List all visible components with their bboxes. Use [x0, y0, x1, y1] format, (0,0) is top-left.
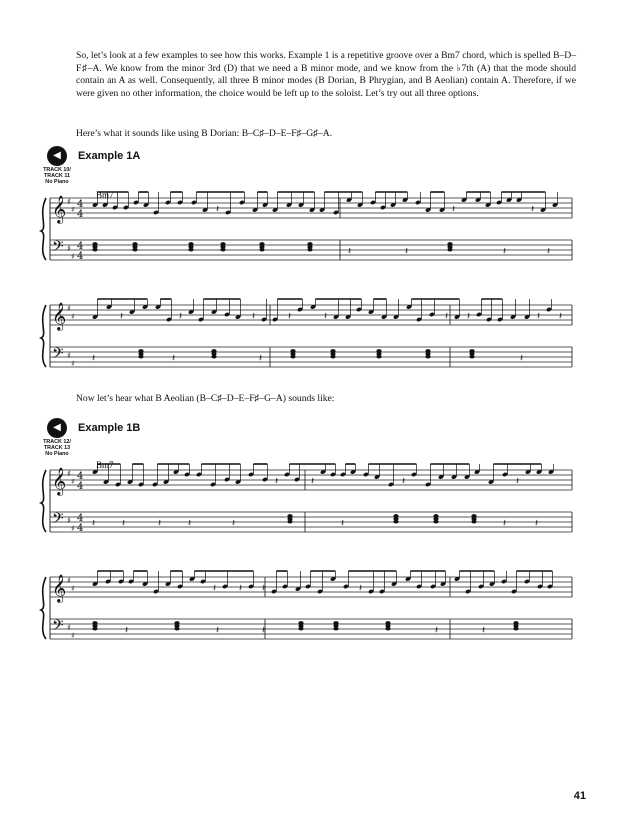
brace [41, 577, 46, 639]
bass-clef: 𝄢 [52, 345, 64, 366]
page-number: 41 [573, 790, 586, 802]
bass-note [393, 520, 398, 524]
rest: 𝄽 [216, 204, 220, 215]
time-signature: 4 [77, 523, 84, 534]
rest: 𝄽 [445, 311, 449, 322]
key-sharp: ♯ [71, 584, 75, 593]
key-sharp: ♯ [67, 351, 71, 360]
bass-note [92, 627, 97, 631]
bass-note [307, 248, 312, 252]
bass-note [433, 520, 438, 524]
bass-note [132, 248, 137, 252]
rest: 𝄽 [232, 518, 236, 529]
rest: 𝄽 [262, 625, 266, 636]
key-sharp: ♯ [67, 304, 71, 313]
dorian-paragraph: Here’s what it sounds like using B Dorian: B–C♯–D–E–F♯–G♯–A. [76, 128, 333, 139]
bass-note [513, 627, 518, 631]
rest: 𝄽 [359, 583, 363, 594]
bass-note [298, 627, 303, 631]
bass-note [376, 355, 381, 359]
rest: 𝄽 [348, 246, 352, 257]
time-signature: 4 [77, 251, 84, 262]
rest: 𝄽 [482, 625, 486, 636]
intro-paragraph: So, let’s look at a few examples to see how this works. Example 1 is a repetitive groove over a Bm7 chord, which is spelled B–D–F♯–A. We know from the minor 3rd (D) that we need a B minor mode, and we know from the ♭7th (A) that the mode should contain an A as well. Consequently, all three B minor modes (B Dorian, B Phrygian, and B Aeolian) contain A. Therefore, if we were given no other information, the choice would be left up to the soloist. Let’s try out all three options. [76, 50, 576, 99]
rest: 𝄽 [158, 518, 162, 529]
rest: 𝄽 [92, 353, 96, 364]
bass-clef: 𝄢 [52, 238, 64, 259]
bass-note [447, 248, 452, 252]
rest: 𝄽 [275, 476, 279, 487]
time-signature: 4 [77, 199, 84, 210]
time-signature: 4 [77, 209, 84, 220]
key-sharp: ♯ [67, 516, 71, 525]
speaker-icon[interactable]: ◀ [47, 146, 67, 166]
treble-clef: 𝄞 [52, 302, 67, 330]
bass-note [211, 355, 216, 359]
key-sharp: ♯ [71, 205, 75, 214]
rest: 𝄽 [216, 625, 220, 636]
key-sharp: ♯ [67, 623, 71, 632]
rest: 𝄽 [559, 311, 563, 322]
rest: 𝄽 [503, 518, 507, 529]
example-title: Example 1A [78, 150, 141, 162]
rest: 𝄽 [92, 518, 96, 529]
rest: 𝄽 [122, 518, 126, 529]
bass-note [174, 627, 179, 631]
brace [41, 305, 46, 367]
key-sharp: ♯ [71, 631, 75, 640]
treble-clef: 𝄞 [52, 195, 67, 223]
rest: 𝄽 [239, 583, 243, 594]
chord-symbol: Bm7 [96, 190, 114, 200]
aeolian-paragraph: Now let’s hear what B Aeolian (B–C♯–D–E–F♯–G–A) sounds like: [76, 393, 335, 404]
track-label: TRACK 12/ TRACK 13 No Piano [43, 439, 71, 458]
brace [41, 470, 46, 532]
example-title: Example 1B [78, 422, 141, 434]
rest: 𝄽 [531, 204, 535, 215]
rest: 𝄽 [535, 518, 539, 529]
key-sharp: ♯ [67, 244, 71, 253]
speaker-icon[interactable]: ◀ [47, 418, 67, 438]
key-sharp: ♯ [71, 477, 75, 486]
key-sharp: ♯ [71, 524, 75, 533]
time-signature: 4 [77, 481, 84, 492]
rest: 𝄽 [188, 518, 192, 529]
bass-clef: 𝄢 [52, 510, 64, 531]
bass-note [138, 355, 143, 359]
bass-note [333, 627, 338, 631]
rest: 𝄽 [259, 353, 263, 364]
rest: 𝄽 [435, 625, 439, 636]
bass-note [330, 355, 335, 359]
rest: 𝄽 [125, 625, 129, 636]
key-sharp: ♯ [71, 312, 75, 321]
time-signature: 4 [77, 513, 84, 524]
key-sharp: ♯ [71, 252, 75, 261]
key-sharp: ♯ [67, 469, 71, 478]
rest: 𝄽 [547, 246, 551, 257]
bass-note [385, 627, 390, 631]
treble-clef: 𝄞 [52, 574, 67, 602]
rest: 𝄽 [324, 311, 328, 322]
rest: 𝄽 [311, 476, 315, 487]
bass-note [92, 248, 97, 252]
rest: 𝄽 [179, 311, 183, 322]
rest: 𝄽 [172, 353, 176, 364]
key-sharp: ♯ [71, 359, 75, 368]
rest: 𝄽 [288, 311, 292, 322]
rest: 𝄽 [520, 353, 524, 364]
rest: 𝄽 [452, 204, 456, 215]
time-signature: 4 [77, 241, 84, 252]
rest: 𝄽 [467, 311, 471, 322]
time-signature: 4 [77, 471, 84, 482]
rest: 𝄽 [213, 583, 217, 594]
bass-note [259, 248, 264, 252]
bass-note [290, 355, 295, 359]
rest: 𝄽 [341, 518, 345, 529]
bass-note [287, 520, 292, 524]
key-sharp: ♯ [67, 197, 71, 206]
rest: 𝄽 [402, 476, 406, 487]
bass-note [188, 248, 193, 252]
rest: 𝄽 [516, 476, 520, 487]
rest: 𝄽 [262, 583, 266, 594]
track-label: TRACK 10/ TRACK 11 No Piano [43, 167, 71, 186]
bass-clef: 𝄢 [52, 617, 64, 638]
rest: 𝄽 [405, 246, 409, 257]
bass-note [471, 520, 476, 524]
bass-note [469, 355, 474, 359]
rest: 𝄽 [120, 311, 124, 322]
bass-note [425, 355, 430, 359]
rest: 𝄽 [537, 311, 541, 322]
bass-note [220, 248, 225, 252]
brace [41, 198, 46, 260]
rest: 𝄽 [252, 311, 256, 322]
key-sharp: ♯ [67, 576, 71, 585]
rest: 𝄽 [503, 246, 507, 257]
chord-symbol: Bm7 [96, 460, 114, 470]
treble-clef: 𝄞 [52, 467, 67, 495]
